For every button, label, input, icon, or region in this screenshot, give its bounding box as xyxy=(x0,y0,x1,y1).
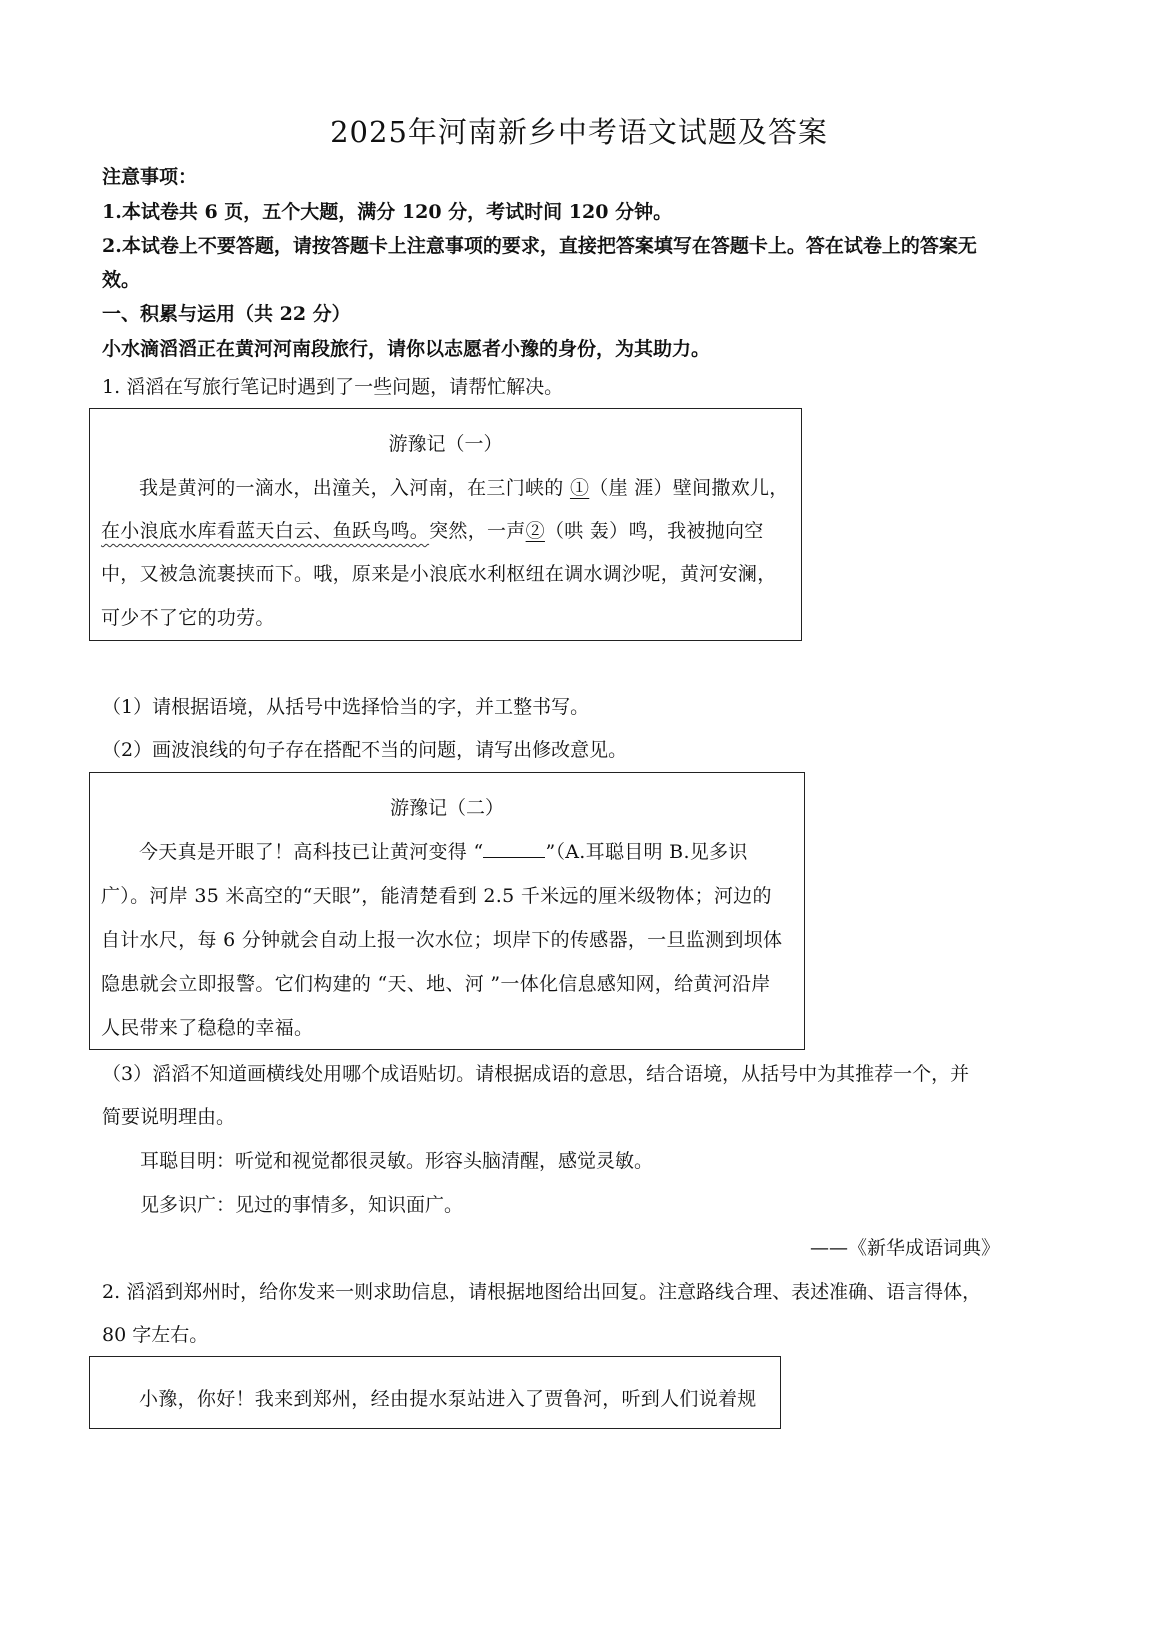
box-1-line-1 xyxy=(139,473,789,500)
box-1-line-1-text-a: 我是黄河的一滴水，出潼关，入河南，在三门峡的 xyxy=(139,477,570,499)
sub-question-1: （1）请根据语境，从括号中选择恰当的字，并工整书写。 xyxy=(102,696,590,718)
box-1-line-2-text-b: （哄 轰）鸣，我被抛向空 xyxy=(544,520,764,542)
sub-question-2: （2）画波浪线的句子存在搭配不当的问题，请写出修改意见。 xyxy=(102,739,628,761)
idiom-definition-2: 见多识广：见过的事情多，知识面广。 xyxy=(140,1194,464,1216)
box-1-line-2 xyxy=(101,516,764,543)
message-box xyxy=(89,1356,781,1429)
wavy-underlined-sentence: 在小浪底水库看蓝天白云、鱼跃鸟鸣。 xyxy=(101,520,430,542)
box-2-line-1-text-a: 今天真是开眼了！高科技已让黄河变得 “ xyxy=(139,841,484,863)
box-2-line-4: 隐患就会立即报警。它们构建的 “天、地、河 ”一体化信息感知网，给黄河沿岸 xyxy=(101,973,771,995)
box-1-line-4: 可少不了它的功劳。 xyxy=(101,607,275,629)
section-intro: 小水滴滔滔正在黄河河南段旅行，请你以志愿者小豫的身份，为其助力。 xyxy=(102,338,711,360)
source-citation: ——《新华成语词典》 xyxy=(809,1237,1000,1259)
box-2-line-3: 自计水尺，每 6 分钟就会自动上报一次水位；坝岸下的传感器，一旦监测到坝体 xyxy=(101,929,783,951)
box-2-line-1-text-b: ”（A.耳聪目明 B.见多识 xyxy=(545,841,748,863)
box-1-title: 游豫记（一） xyxy=(388,433,503,455)
section-heading: 一、积累与运用（共 22 分） xyxy=(102,303,351,325)
question-2-line-2: 80 字左右。 xyxy=(102,1324,209,1346)
question-1-stem: 1. 滔滔在写旅行笔记时遇到了一些问题，请帮忙解决。 xyxy=(102,376,564,398)
travel-note-box-1 xyxy=(89,408,802,641)
question-2-line-1: 2. 滔滔到郑州时，给你发来一则求助信息，请根据地图给出回复。注意路线合理、表述准确、语言得体， xyxy=(102,1281,982,1303)
sub-question-3-line-2: 简要说明理由。 xyxy=(102,1106,236,1128)
blank-marker-2: ② xyxy=(525,520,545,542)
notice-item-2-line-1: 2.本试卷上不要答题，请按答题卡上注意事项的要求，直接把答案填写在答题卡上。答在试卷上的答案无 xyxy=(102,235,977,257)
box-1-line-2-text-a: 突然，一声 xyxy=(429,520,526,542)
notice-item-2-line-2: 效。 xyxy=(102,269,141,291)
box-2-line-5: 人民带来了稳稳的幸福。 xyxy=(101,1017,314,1039)
box-2-line-2: 广）。河岸 35 米高空的“天眼”，能清楚看到 2.5 千米远的厘米级物体；河边的 xyxy=(101,885,772,907)
notice-item-1: 1.本试卷共 6 页，五个大题，满分 120 分，考试时间 120 分钟。 xyxy=(102,201,673,223)
idiom-definition-1: 耳聪目明：听觉和视觉都很灵敏。形容头脑清醒，感觉灵敏。 xyxy=(140,1150,654,1172)
box-2-title: 游豫记（二） xyxy=(389,797,504,819)
page-title: 2025年河南新乡中考语文试题及答案 xyxy=(330,115,828,149)
answer-blank xyxy=(483,843,545,858)
message-line-1: 小豫，你好！我来到郑州，经由提水泵站进入了贾鲁河，听到人们说着规 xyxy=(139,1388,757,1410)
travel-note-box-2 xyxy=(89,772,805,1050)
blank-marker-1: ① xyxy=(569,477,590,499)
box-1-line-3: 中，又被急流裹挟而下。哦，原来是小浪底水利枢纽在调水调沙呢，黄河安澜， xyxy=(101,563,777,585)
sub-question-3-line-1: （3）滔滔不知道画横线处用哪个成语贴切。请根据成语的意思，结合语境，从括号中为其推荐一个，并 xyxy=(102,1063,970,1085)
box-1-line-1-text-b: （崖 涯）壁间撒欢儿， xyxy=(589,477,789,499)
box-2-line-1 xyxy=(139,837,748,864)
notice-heading: 注意事项： xyxy=(102,166,198,188)
